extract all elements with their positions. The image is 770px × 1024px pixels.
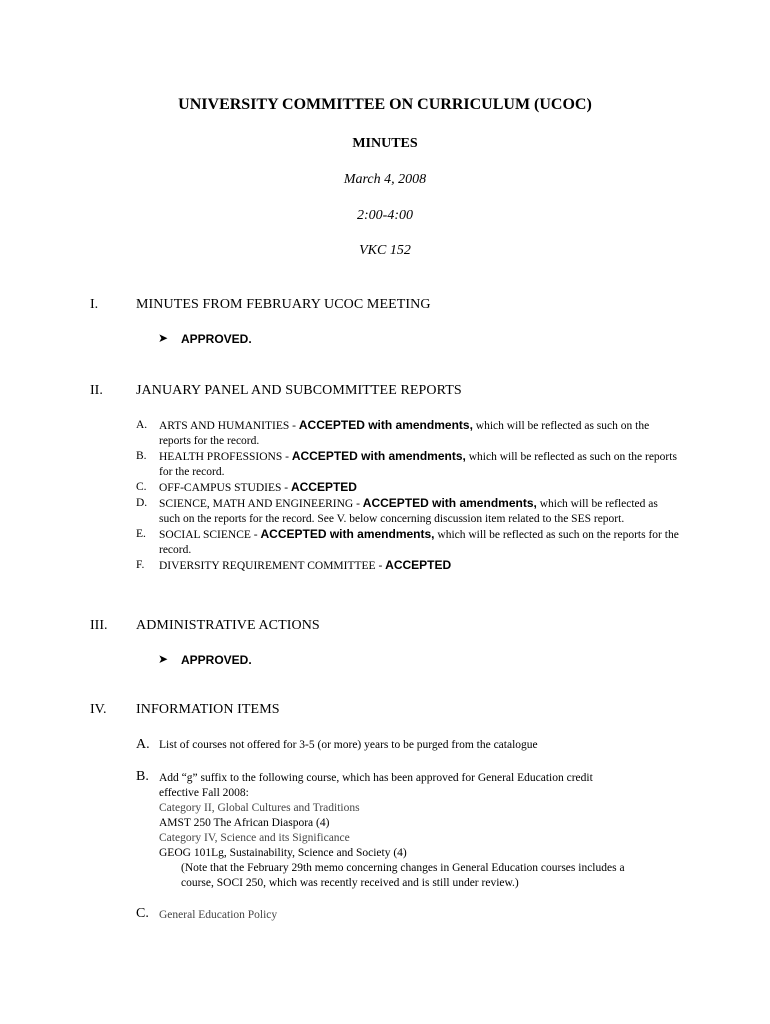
report-status: ACCEPTED with amendments,	[298, 418, 473, 432]
info-item-b-line: effective Fall 2008:	[159, 787, 249, 799]
arrow-bullet-icon: ➤	[158, 652, 169, 666]
course-entry: GEOG 101Lg, Sustainability, Science and Society (4)	[159, 847, 407, 859]
report-note: which will be reflected as such on the reports for the record.	[159, 529, 679, 556]
report-note: which will be reflected as such on the reports for the record. See V. below concerning discussion item related to the SES report.	[159, 498, 658, 525]
list-item	[136, 527, 681, 558]
section-1-title: MINUTES FROM FEBRUARY UCOC MEETING	[136, 297, 431, 312]
info-item-b-line: Add “g” suffix to the following course, which has been approved for General Education credit	[159, 772, 593, 784]
report-name: OFF-CAMPUS STUDIES -	[159, 482, 291, 494]
report-status: ACCEPTED with amendments,	[362, 496, 537, 510]
report-status: ACCEPTED	[385, 558, 452, 572]
section-4-title: INFORMATION ITEMS	[136, 702, 280, 717]
course-entry: AMST 250 The African Diaspora (4)	[159, 817, 330, 829]
report-name: HEALTH PROFESSIONS -	[159, 451, 292, 463]
info-item-b-body	[159, 771, 719, 891]
list-item-label: D.	[136, 497, 148, 509]
section-1-status: APPROVED.	[181, 332, 252, 346]
section-1-number: I.	[90, 297, 99, 312]
list-item-label: A.	[136, 419, 148, 431]
info-item-c-text: General Education Policy	[159, 909, 278, 921]
meeting-time: 2:00-4:00	[357, 208, 413, 223]
section-2-number: II.	[90, 383, 103, 398]
list-item-label: C.	[136, 481, 147, 493]
report-name: DIVERSITY REQUIREMENT COMMITTEE -	[159, 560, 386, 572]
meeting-location: VKC 152	[359, 243, 411, 258]
list-item	[136, 418, 681, 449]
list-item	[136, 558, 681, 574]
section-2-title: JANUARY PANEL AND SUBCOMMITTEE REPORTS	[136, 383, 462, 398]
list-item-label: B.	[136, 450, 147, 462]
report-name: SCIENCE, MATH AND ENGINEERING -	[159, 498, 363, 510]
info-item-c-label: C.	[136, 906, 149, 921]
report-name: ARTS AND HUMANITIES -	[159, 420, 299, 432]
report-status: ACCEPTED with amendments,	[291, 449, 466, 463]
info-item-b-label: B.	[136, 769, 149, 784]
category-heading: Category IV, Science and its Significance	[159, 832, 350, 844]
category-heading: Category II, Global Cultures and Traditions	[159, 802, 360, 814]
reports-list	[136, 418, 681, 574]
meeting-date: March 4, 2008	[343, 172, 427, 187]
report-note: which will be reflected as such on the reports for the record.	[159, 451, 677, 478]
document-title: UNIVERSITY COMMITTEE ON CURRICULUM (UCOC)	[178, 96, 592, 113]
review-note: course, SOCI 250, which was recently received and is still under review.)	[181, 877, 519, 889]
list-item	[136, 480, 681, 496]
list-item	[136, 496, 681, 527]
list-item	[136, 449, 681, 480]
section-3-title: ADMINISTRATIVE ACTIONS	[136, 618, 320, 633]
list-item-label: F.	[136, 559, 145, 571]
info-item-a-label: A.	[136, 737, 150, 752]
report-status: ACCEPTED	[290, 480, 357, 494]
section-3-status: APPROVED.	[181, 653, 252, 667]
arrow-bullet-icon: ➤	[158, 331, 169, 345]
info-item-a-text: List of courses not offered for 3-5 (or more) years to be purged from the catalogue	[159, 739, 538, 751]
report-name: SOCIAL SCIENCE -	[159, 529, 261, 541]
list-item-label: E.	[136, 528, 146, 540]
review-note: (Note that the February 29th memo concerning changes in General Education courses includes a	[181, 862, 625, 874]
minutes-heading: MINUTES	[352, 136, 418, 151]
report-status: ACCEPTED with amendments,	[260, 527, 435, 541]
report-note: which will be reflected as such on the reports for the record.	[159, 420, 650, 447]
section-4-number: IV.	[90, 702, 107, 717]
section-3-number: III.	[90, 618, 108, 633]
